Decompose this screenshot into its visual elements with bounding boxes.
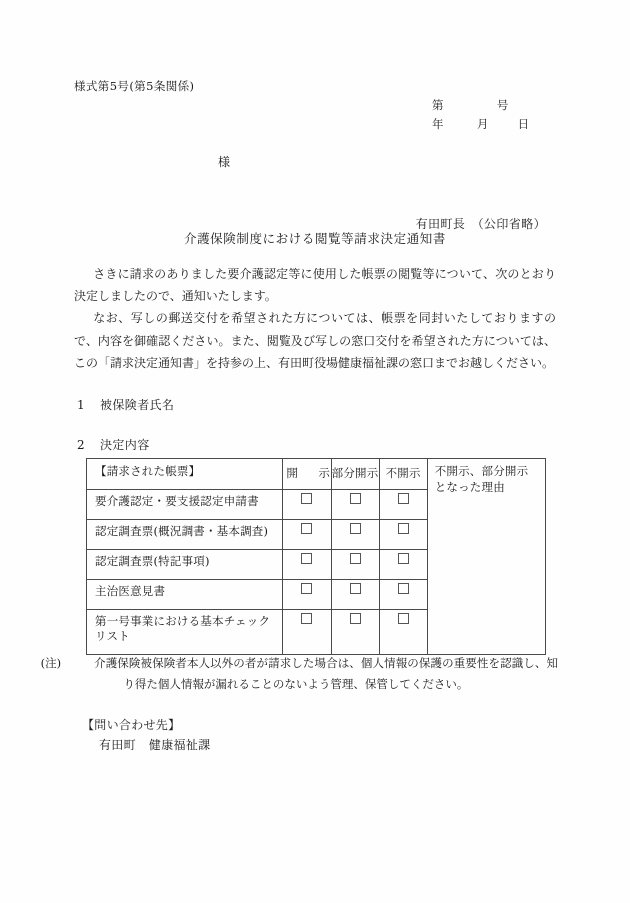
form-name-label: 認定調査票(特記事項) <box>95 554 210 568</box>
contact-block <box>82 715 210 755</box>
table-cell-form-name <box>87 490 283 520</box>
checkbox-icon[interactable] <box>350 523 361 534</box>
section-label-2: 決定内容 <box>100 438 150 452</box>
checkbox-cell-non-disclose[interactable] <box>379 580 427 610</box>
body-paragraph-1: さきに請求のありました要介護認定等に使用した帳票の閲覧等について、次のとおり決定しましたので、通知いたします。 <box>74 267 556 304</box>
checkbox-cell-non-disclose[interactable] <box>379 520 427 550</box>
checkbox-cell-partial-disclose[interactable] <box>331 550 379 580</box>
decision-table <box>86 458 546 655</box>
section-number-2: 2 <box>77 438 86 452</box>
table-cell-form-name <box>87 610 283 655</box>
table-header-reason-label: 不開示、部分開示となった理由 <box>434 464 529 494</box>
note-block <box>40 653 558 694</box>
checkbox-icon[interactable] <box>301 553 312 564</box>
checkbox-icon[interactable] <box>350 493 361 504</box>
checkbox-cell-partial-disclose[interactable] <box>331 610 379 655</box>
table-cell-form-name <box>87 520 283 550</box>
section-heading-2 <box>77 436 150 453</box>
recipient-honorific: 様 <box>218 155 231 169</box>
checkbox-icon[interactable] <box>398 583 409 594</box>
document-meta <box>432 96 529 134</box>
checkbox-cell-non-disclose[interactable] <box>379 550 427 580</box>
document-number-unit: 号 <box>496 98 509 112</box>
form-name-label: 認定調査票(概況調書・基本調査) <box>95 524 269 538</box>
checkbox-cell-partial-disclose[interactable] <box>331 520 379 550</box>
table-header-non-disclose-label: 不開示 <box>385 466 421 480</box>
table-header-forms-label: 【請求された帳票】 <box>95 464 201 478</box>
checkbox-icon[interactable] <box>350 553 361 564</box>
checkbox-cell-non-disclose[interactable] <box>379 610 427 655</box>
checkbox-icon[interactable] <box>301 583 312 594</box>
note-text: 介護保険被保険者本人以外の者が請求した場合は、個人情報の保護の重要性を認識し、知り得た個人情報が漏れることのないよう管理、保管してください。 <box>94 656 558 691</box>
checkbox-icon[interactable] <box>398 493 409 504</box>
date-month-label: 月 <box>476 117 489 131</box>
contact-municipality: 有田町 <box>99 738 136 752</box>
checkbox-cell-disclose[interactable] <box>283 580 331 610</box>
checkbox-cell-disclose[interactable] <box>283 610 331 655</box>
table-header-partial-disclose-label: 部分開示 <box>331 466 379 480</box>
table-cell-form-name <box>87 580 283 610</box>
document-date-row <box>432 115 529 134</box>
table-reason-column[interactable] <box>427 459 545 655</box>
date-day-label: 日 <box>517 117 530 131</box>
date-year-label: 年 <box>432 117 444 131</box>
table-cell-form-name <box>87 550 283 580</box>
table-header-non-disclose <box>379 459 427 490</box>
table-header-forms <box>87 459 283 490</box>
checkbox-cell-disclose[interactable] <box>283 490 331 520</box>
table-header-disclose-label: 開 示 <box>286 466 335 480</box>
note-paragraph: (注) 介護保険被保険者本人以外の者が請求した場合は、個人情報の保護の重要性を認識し、知り得た個人情報が漏れることのないよう管理、保管してください。 <box>40 656 558 691</box>
checkbox-cell-partial-disclose[interactable] <box>331 580 379 610</box>
checkbox-icon[interactable] <box>398 553 409 564</box>
contact-department: 健康福祉課 <box>148 738 211 752</box>
checkbox-cell-non-disclose[interactable] <box>379 490 427 520</box>
form-name-label: 主治医意見書 <box>95 584 166 598</box>
checkbox-icon[interactable] <box>350 583 361 594</box>
checkbox-cell-disclose[interactable] <box>283 520 331 550</box>
table-header-disclose <box>283 459 335 490</box>
page-title: 介護保険制度における閲覧等請求決定通知書 <box>183 231 446 246</box>
checkbox-icon[interactable] <box>301 613 312 624</box>
contact-details <box>82 735 210 755</box>
checkbox-icon[interactable] <box>398 613 409 624</box>
form-number: 様式第5号(第5条関係) <box>74 79 195 93</box>
table-header-partial-disclose <box>331 459 379 490</box>
issuer-name: 有田町長 （公印省略） <box>415 217 546 231</box>
decision-table-wrapper <box>86 458 546 642</box>
checkbox-icon[interactable] <box>301 493 312 504</box>
checkbox-icon[interactable] <box>301 523 312 534</box>
checkbox-icon[interactable] <box>398 523 409 534</box>
document-number-label: 第 <box>432 98 444 112</box>
form-name-label: 第一号事業における基本チェックリスト <box>95 614 271 643</box>
document-number-row <box>432 96 529 115</box>
table-header-row <box>87 459 546 490</box>
checkbox-cell-partial-disclose[interactable] <box>331 490 379 520</box>
section-label-1: 被保険者氏名 <box>100 398 175 412</box>
body-text <box>74 263 556 374</box>
form-name-label: 要介護認定・要支援認定申請書 <box>95 494 259 508</box>
checkbox-icon[interactable] <box>350 613 361 624</box>
section-heading-1 <box>77 396 174 413</box>
contact-title: 【問い合わせ先】 <box>82 718 181 732</box>
section-number-1: 1 <box>77 398 86 412</box>
checkbox-cell-disclose[interactable] <box>283 550 331 580</box>
body-paragraph-2: なお、写しの郵送交付を希望された方については、帳票を同封いたしておりますので、内容を御確認ください。また、閲覧及び写しの窓口交付を希望された方については、この「請求決定通知書」を持参の上、有田町役場健康福祉課の窓口までお越しください。 <box>74 311 556 370</box>
